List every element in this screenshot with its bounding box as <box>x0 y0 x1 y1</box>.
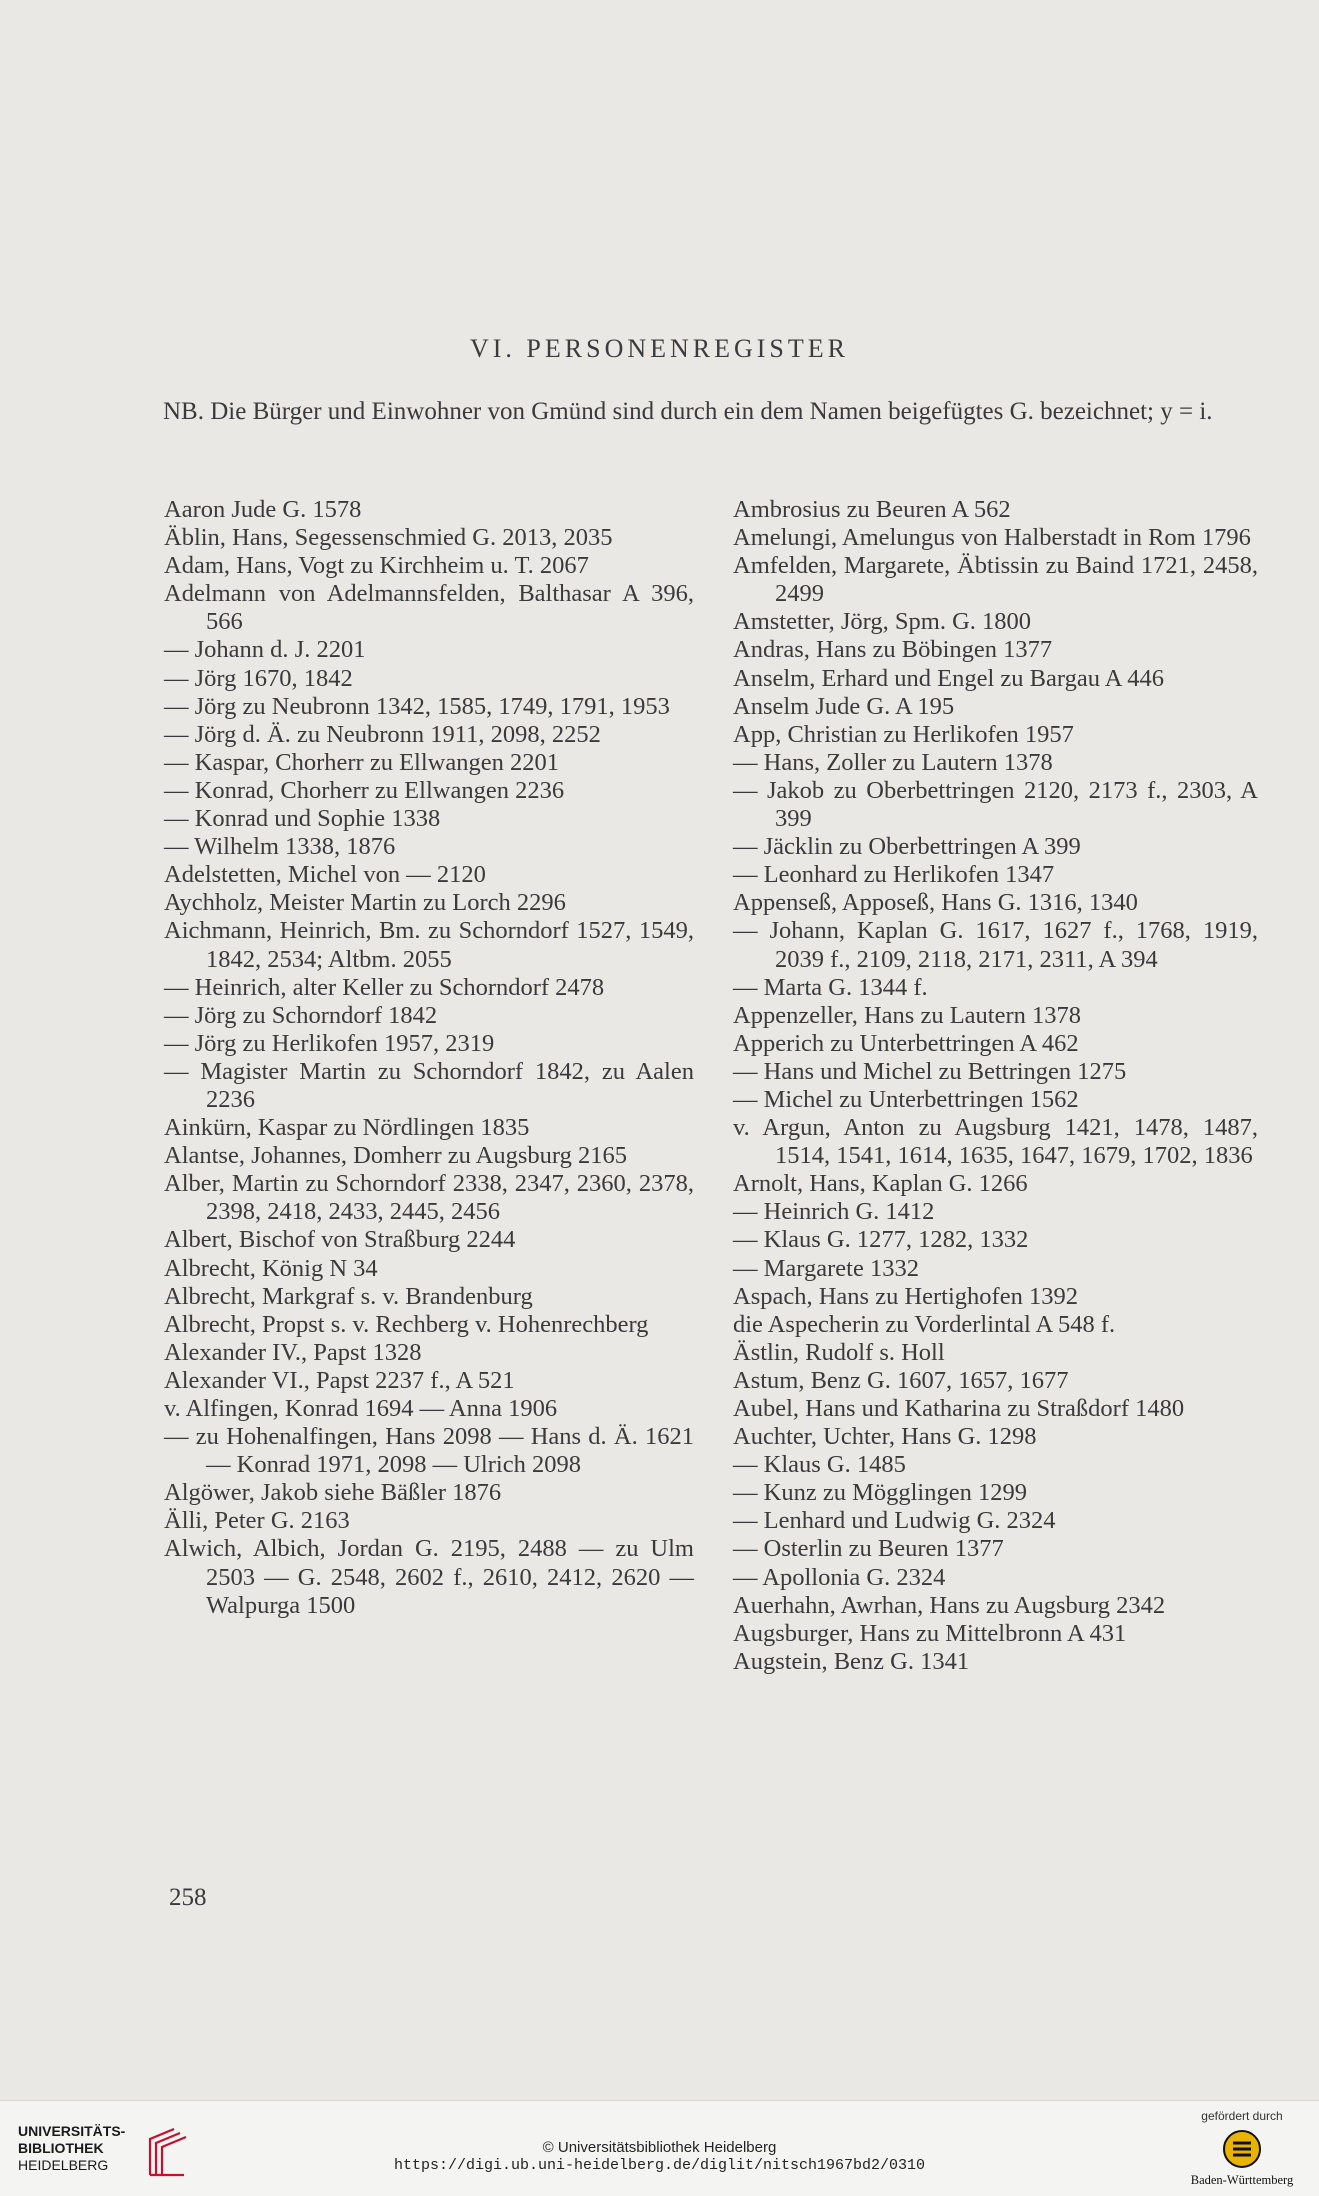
index-entry: — Heinrich G. 1412 <box>733 1198 935 1226</box>
index-entry: Aaron Jude G. 1578 <box>164 496 362 523</box>
index-entry: — Leonhard zu Herlikofen 1347 <box>733 861 1055 889</box>
index-entry: — Klaus G. 1277, 1282, 1332 <box>733 1226 1029 1254</box>
index-entry: Albrecht, König N 34 <box>164 1254 378 1282</box>
index-entry: Amfelden, Margarete, Äbtissin zu Baind 1721, 2458, 2499 <box>733 552 1258 608</box>
index-entry: — Konrad und Sophie 1338 <box>164 805 441 833</box>
index-entry: Aichmann, Heinrich, Bm. zu Schorndorf 1527, 1549, 1842, 2534; Altbm. 2055 <box>164 917 694 973</box>
funder-label: gefördert durch <box>1201 2109 1283 2123</box>
index-entry: — Jörg zu Neubronn 1342, 1585, 1749, 1791, 1953 <box>164 692 670 720</box>
index-entry: Adelstetten, Michel von — 2120 <box>164 861 486 889</box>
index-entry: — Kunz zu Mögglingen 1299 <box>733 1479 1027 1507</box>
logo-line-1: UNIVERSITÄTS- <box>18 2123 126 2139</box>
index-entry: Albrecht, Propst s. v. Rechberg v. Hohenrechberg <box>164 1310 649 1338</box>
copyright-text: © Universitätsbibliothek Heidelberg <box>542 2139 777 2156</box>
index-entry: — Jakob zu Oberbettringen 2120, 2173 f., 2303, A 399 <box>733 776 1258 833</box>
logo-line-2: BIBLIOTHEK <box>18 2140 104 2156</box>
index-entry: — Lenhard und Ludwig G. 2324 <box>733 1507 1056 1535</box>
logo-line-3: HEIDELBERG <box>18 2157 109 2173</box>
index-entry: — Jörg zu Herlikofen 1957, 2319 <box>164 1029 495 1057</box>
funder-name: Baden-Württemberg <box>1190 2173 1294 2187</box>
index-entry: — Hans und Michel zu Bettringen 1275 <box>733 1057 1127 1085</box>
index-entry: — zu Hohenalfingen, Hans 2098 — Hans d. Ä. 1621 — Konrad 1971, 2098 — Ulrich 2098 <box>164 1423 694 1479</box>
index-entry: Alber, Martin zu Schorndorf 2338, 2347, 2360, 2378, 2398, 2418, 2433, 2445, 2456 <box>164 1170 694 1226</box>
index-entry: — Johann d. J. 2201 <box>164 636 366 664</box>
index-entry: — Osterlin zu Beuren 1377 <box>733 1535 1004 1563</box>
index-entry: Alexander VI., Papst 2237 f., A 521 <box>164 1366 515 1394</box>
index-entry: — Marta G. 1344 f. <box>733 973 928 1001</box>
index-entry: Aubel, Hans und Katharina zu Straßdorf 1480 <box>733 1395 1185 1422</box>
index-entry: — Jörg zu Schorndorf 1842 <box>164 1001 438 1029</box>
index-entry: — Kaspar, Chorherr zu Ellwangen 2201 <box>164 748 559 776</box>
index-entry: — Hans, Zoller zu Lautern 1378 <box>733 748 1053 776</box>
index-entry: Appenzeller, Hans zu Lautern 1378 <box>733 1001 1082 1029</box>
index-entry: Augstein, Benz G. 1341 <box>733 1647 970 1675</box>
index-column-left <box>164 496 694 1620</box>
index-entry: Aspach, Hans zu Hertighofen 1392 <box>733 1282 1078 1310</box>
index-entry: — Magister Martin zu Schorndorf 1842, zu Aalen 2236 <box>164 1057 694 1113</box>
index-entry: Apperich zu Unterbettringen A 462 <box>733 1029 1079 1057</box>
index-entry: Ästlin, Rudolf s. Holl <box>733 1338 945 1366</box>
index-entry: v. Alfingen, Konrad 1694 — Anna 1906 <box>164 1395 558 1422</box>
index-entry: Anselm Jude G. A 195 <box>733 692 955 720</box>
state-seal-icon <box>1222 2129 1262 2169</box>
index-entry: Amelungi, Amelungus von Halberstadt in Rom 1796 <box>733 524 1251 552</box>
index-entry: Appenseß, Apposeß, Hans G. 1316, 1340 <box>733 889 1138 917</box>
index-entry: — Margarete 1332 <box>733 1254 919 1282</box>
index-entry: Anselm, Erhard und Engel zu Bargau A 446 <box>733 664 1164 692</box>
index-entry: Adelmann von Adelmannsfelden, Balthasar A 396, 566 <box>164 580 694 636</box>
index-entry: — Michel zu Unterbettringen 1562 <box>733 1085 1079 1113</box>
index-entry: — Jörg d. Ä. zu Neubronn 1911, 2098, 2252 <box>164 720 601 748</box>
index-entry: Augsburger, Hans zu Mittelbronn A 431 <box>733 1619 1127 1647</box>
index-entry: Arnolt, Hans, Kaplan G. 1266 <box>733 1170 1028 1198</box>
index-entry: Alwich, Albich, Jordan G. 2195, 2488 — zu Ulm 2503 — G. 2548, 2602 f., 2610, 2412, 2620 — Walpurga 1500 <box>164 1535 694 1619</box>
index-entry: v. Argun, Anton zu Augsburg 1421, 1478, 1487, 1514, 1541, 1614, 1635, 1647, 1679, 1702, 1836 <box>733 1114 1258 1170</box>
footer-bar <box>0 2100 1319 2196</box>
index-entry: Adam, Hans, Vogt zu Kirchheim u. T. 2067 <box>164 552 589 580</box>
funder-block <box>1187 2109 1297 2188</box>
index-entry: — Apollonia G. 2324 <box>733 1563 946 1591</box>
index-entry: — Jörg 1670, 1842 <box>164 664 353 692</box>
index-entry: Äblin, Hans, Segessenschmied G. 2013, 2035 <box>164 524 613 552</box>
index-entry: Albert, Bischof von Straßburg 2244 <box>164 1226 516 1254</box>
index-entry: Alantse, Johannes, Domherr zu Augsburg 2165 <box>164 1142 627 1170</box>
index-entry: Auchter, Uchter, Hans G. 1298 <box>733 1423 1037 1451</box>
index-entry: Alexander IV., Papst 1328 <box>164 1338 422 1366</box>
index-entry: — Klaus G. 1485 <box>733 1451 906 1479</box>
index-entry: Auerhahn, Awrhan, Hans zu Augsburg 2342 <box>733 1591 1166 1619</box>
register-note: NB. Die Bürger und Einwohner von Gmünd sind durch ein dem Namen beigefügtes G. bezeichnet; y = i. <box>163 398 1213 425</box>
index-entry: — Konrad, Chorherr zu Ellwangen 2236 <box>164 776 565 804</box>
index-column-right <box>733 496 1258 1676</box>
index-entry: Astum, Benz G. 1607, 1657, 1677 <box>733 1366 1069 1394</box>
index-entry: — Heinrich, alter Keller zu Schorndorf 2478 <box>164 973 605 1001</box>
index-entry: App, Christian zu Herlikofen 1957 <box>733 720 1074 748</box>
index-entry: Algöwer, Jakob siehe Bäßler 1876 <box>164 1479 502 1507</box>
index-entry: Andras, Hans zu Böbingen 1377 <box>733 636 1053 664</box>
index-entry: Albrecht, Markgraf s. v. Brandenburg <box>164 1282 533 1310</box>
index-entry: — Jäcklin zu Oberbettringen A 399 <box>733 833 1081 861</box>
index-entry: Ambrosius zu Beuren A 562 <box>733 496 1011 523</box>
index-entry: Amstetter, Jörg, Spm. G. 1800 <box>733 608 1032 636</box>
index-entry: — Wilhelm 1338, 1876 <box>164 833 396 861</box>
permalink-url[interactable]: https://digi.ub.uni-heidelberg.de/diglit/nitsch1967bd2/0310 <box>393 2157 926 2174</box>
index-entry: die Aspecherin zu Vorderlintal A 548 f. <box>733 1310 1116 1338</box>
index-entry: — Johann, Kaplan G. 1617, 1627 f., 1768, 1919, 2039 f., 2109, 2118, 2171, 2311, A 394 <box>733 917 1258 973</box>
index-entry: Älli, Peter G. 2163 <box>164 1507 350 1535</box>
page-number: 258 <box>169 1884 207 1911</box>
index-entry: Aychholz, Meister Martin zu Lorch 2296 <box>164 889 566 917</box>
index-entry: Ainkürn, Kaspar zu Nördlingen 1835 <box>164 1114 530 1142</box>
page-title: VI. PERSONENREGISTER <box>469 334 849 363</box>
